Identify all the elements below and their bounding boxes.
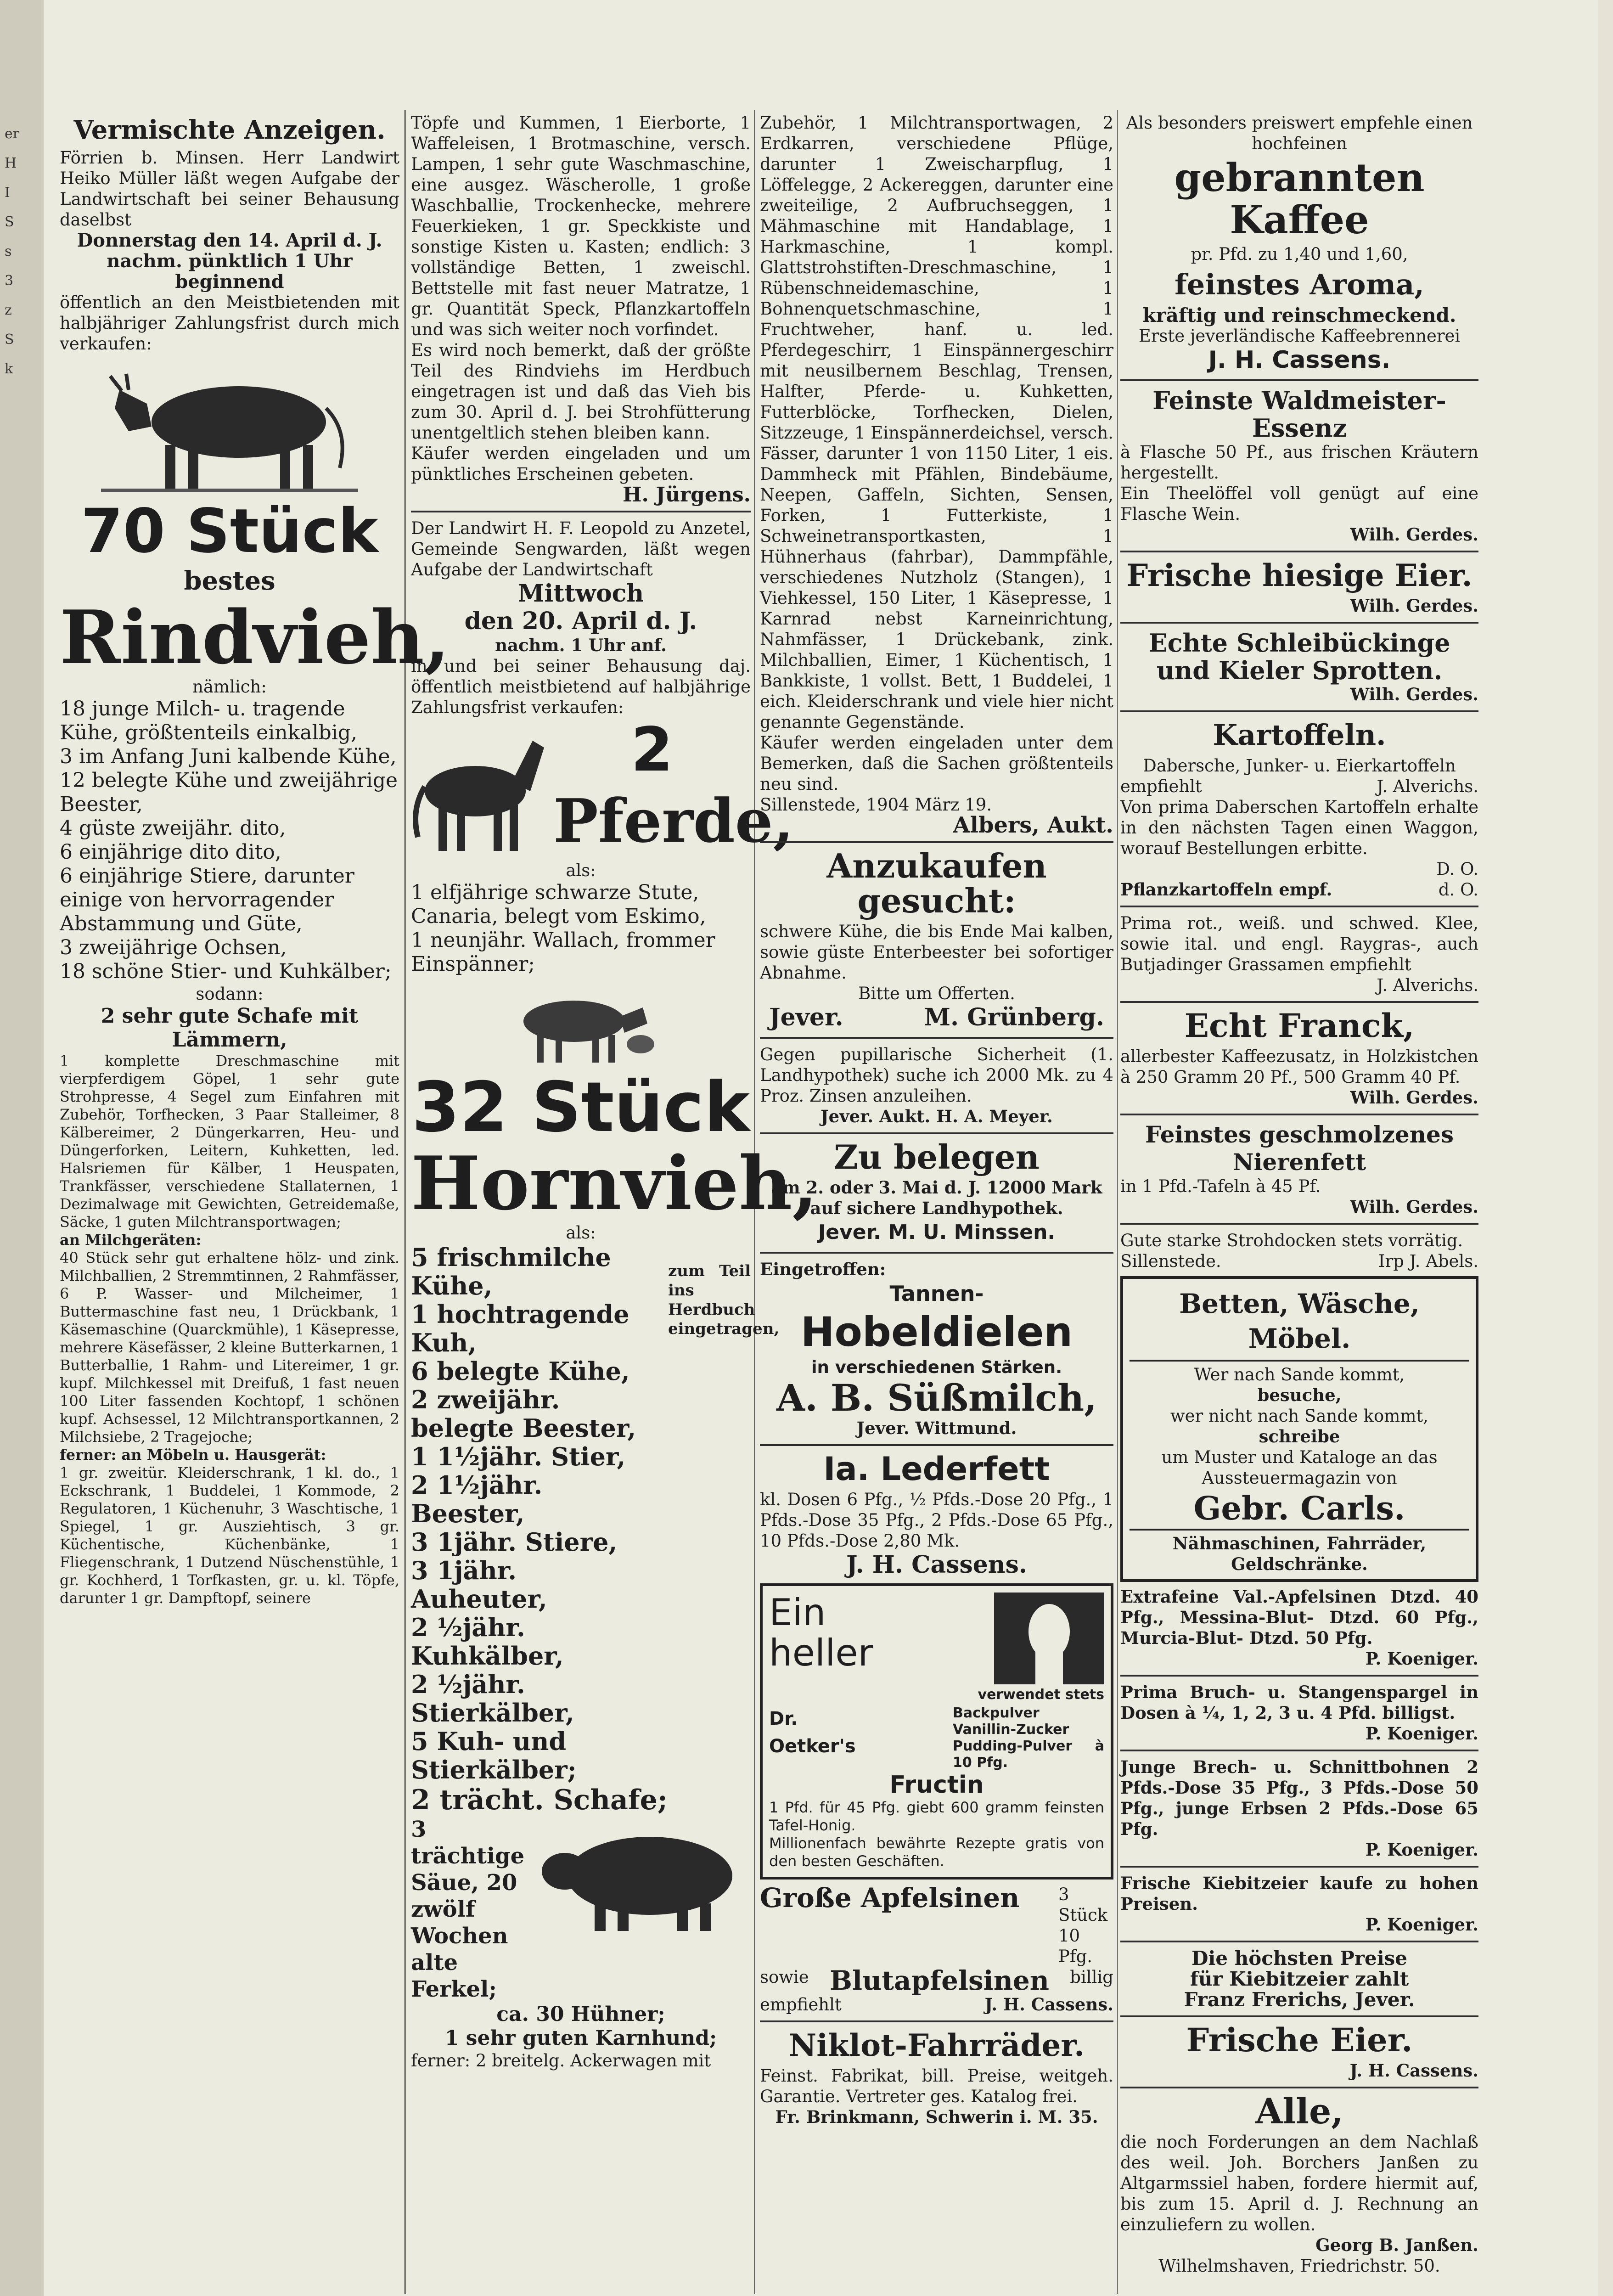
als-label: als: bbox=[566, 1223, 596, 1243]
nierenfett-text: in 1 Pfd.-Tafeln à 45 Pf. bbox=[1120, 1176, 1321, 1196]
auction-time: nachm. pünktlich 1 Uhr beginnend bbox=[107, 250, 353, 293]
divider bbox=[1120, 710, 1478, 712]
lederfett-prices: kl. Dosen 6 Pfg., ½ Pfds.-Dose 20 Pfg., 1 Pfds.-Dose 35 Pfg., 2 Pfds.-Dose 65 Pfg., 10 Pfds.-Dose 2,80 Mk. bbox=[760, 1490, 1113, 1551]
apf-sowie: sowie bbox=[760, 1967, 809, 1987]
carls-line: wer nicht nach Sande kommt, bbox=[1170, 1406, 1429, 1426]
schafe-line: 2 trächt. Schafe; bbox=[411, 1784, 668, 1816]
stroh-signature: Irp J. Abels. bbox=[1378, 1251, 1478, 1271]
divider bbox=[1120, 1001, 1478, 1003]
cattle-block bbox=[411, 1243, 780, 1784]
auction-terms: öffentlich an den Meistbietenden mit halbjähriger Zahlungsfrist durch mich verkaufen: bbox=[60, 293, 399, 354]
blutapfelsinen-title: Blutapfelsinen bbox=[829, 1965, 1049, 1996]
kartoffeln-sign-row bbox=[1120, 776, 1478, 797]
signature: Wilh. Gerdes. bbox=[1350, 684, 1478, 704]
apf-signature: J. H. Cassens. bbox=[984, 1994, 1113, 2015]
stroh-sign-row bbox=[1120, 1251, 1478, 1272]
divider bbox=[760, 1252, 1113, 1254]
moebel-label: ferner: an Möbeln u. Hausgerät: bbox=[60, 1446, 326, 1463]
auction-intro: Förrien b. Minsen. Herr Landwirt Heiko Müller läßt wegen Aufgabe der Landwirtschaft bei seiner Behausung daselbst bbox=[60, 148, 399, 230]
column-4 bbox=[1120, 113, 1478, 2294]
invite-text: Käufer werden eingeladen und um pünktliches Erscheinen gebeten. bbox=[411, 444, 751, 484]
spine-text: er H I S s 3 z S k bbox=[5, 126, 20, 377]
oetker-ad bbox=[760, 1583, 1113, 1880]
list-item: 3 zweijährige Ochsen, bbox=[60, 936, 287, 959]
divider bbox=[1120, 1941, 1478, 1942]
oetker-heller: heller bbox=[769, 1632, 873, 1674]
kartoffeln-title: Kartoffeln. bbox=[1213, 718, 1386, 752]
hoechst-line: Die höchsten Preise bbox=[1191, 1947, 1408, 1970]
ankauf-name: M. Grünberg. bbox=[924, 1003, 1104, 1031]
cattle-list bbox=[60, 697, 399, 984]
kartoffeln-text: Dabersche, Junker- u. Eierkartoffeln bbox=[1143, 756, 1456, 776]
alle-text: die noch Forderungen an dem Nachlaß des weil. Joh. Borchers Janßen zu Altgarmssiel haben, fordere hiermit auf, bis zum 15. April d. J. Rechnung an einzuliefern zu wollen. bbox=[1120, 2132, 1478, 2234]
divider bbox=[1120, 2015, 1478, 2017]
list-item: 1 neunjähr. Wallach, frommer Einspänner; bbox=[411, 929, 715, 976]
signature: Wilh. Gerdes. bbox=[1350, 524, 1478, 545]
kartoffeln-signature: J. Alverichs. bbox=[1377, 777, 1478, 796]
carls-footer: Nähmaschinen, Fahrräder, Geldschränke. bbox=[1130, 1529, 1469, 1575]
carls-line: schreibe bbox=[1259, 1426, 1340, 1446]
pflanz-text: Pflanzkartoffeln empf. bbox=[1120, 879, 1332, 900]
lederfett-signature: J. H. Cassens. bbox=[846, 1551, 1027, 1579]
hobeldielen-title: Hobeldielen bbox=[800, 1308, 1073, 1356]
signature: Wilh. Gerdes. bbox=[1350, 596, 1478, 616]
waldmeister-text: à Flasche 50 Pf., aus frischen Kräutern hergestellt. bbox=[1120, 442, 1478, 483]
hornvieh-count: 32 Stück bbox=[411, 1068, 750, 1148]
divider bbox=[760, 1132, 1113, 1134]
kaffee-title: gebrannten Kaffee bbox=[1174, 155, 1425, 242]
cattle-list bbox=[411, 1243, 650, 1784]
list-item: 1 elfjährige schwarze Stute, Canaria, belegt vom Eskimo, bbox=[411, 881, 706, 928]
pig-block bbox=[411, 1816, 751, 2003]
frische-eier-title: Frische Eier. bbox=[1186, 2021, 1413, 2059]
waldmeister-title: Feinste Waldmeister-Essenz bbox=[1152, 386, 1446, 443]
nierenfett-title: Feinstes geschmolzenes Nierenfett bbox=[1145, 1121, 1454, 1176]
signature: H. Jürgens. bbox=[622, 483, 751, 506]
milch-text: 40 Stück sehr gut erhaltene hölz- und zink. Milchballien, 2 Stremmtinnen, 2 Rahmfässer, 6 P. Wasser- und Milcheimer, 1 Buttermaschine fast neu, 1 Drückbank, 1 Käsemaschine (Quarckmühle), 1 Käsepresse, mehrere Käsefässer, 2 kleine Butterkarnen, 1 Butterballie, 1 Rahm- und Litereimer, 1 gr. kupf. Milchkessel mit Dreifuß, 1 fast neuen 100 Liter fassenden Kochtopf, 1 schönen kupf. Achsessel, 12 Milchtransportkannen, 2 Milchsiebe, 2 Tragejoche; bbox=[60, 1249, 399, 1446]
eier-title: Frische hiesige Eier. bbox=[1126, 557, 1472, 593]
list-item: 6 belegte Kühe, bbox=[411, 1356, 630, 1386]
ankauf-place: Jever. bbox=[769, 1003, 843, 1031]
hoechst-signature: Franz Frerichs, Jever. bbox=[1184, 1988, 1415, 2011]
loan-signature: Jever. Aukt. H. A. Meyer. bbox=[821, 1106, 1053, 1126]
carls-line: um Muster und Kataloge an das Aussteuermagazin von bbox=[1161, 1447, 1438, 1488]
kaffee-kraeftig: kräftig und reinschmeckend. bbox=[1142, 304, 1456, 326]
oetker-rezepte: Millionenfach bewährte Rezepte gratis von den besten Geschäften. bbox=[769, 1835, 1104, 1870]
list-item: 4 güste zweijähr. dito, bbox=[60, 816, 286, 840]
divider bbox=[1120, 379, 1478, 381]
machines-text: 1 komplette Dreschmaschine mit vierpferdigem Göpel, 1 sehr gute Strohpresse, 4 Segel zum Einfahren mit Zubehör, Torfhecken, 3 Paar Stalleimer, 8 Kälbereimer, 2 Düngerkarren, Heu- und Düngerforken, Leitern, Kuhketten, led. Halsriemen für Kälber, 1 Heuspaten, Trankfässer, verschiedene Stallaternen, 1 Dezimalwage mit Gewichten, Getreidemaße, Säcke, 1 guten Milchtransportwagen; bbox=[60, 1052, 399, 1231]
ankauf-offer: Bitte um Offerten. bbox=[858, 984, 1015, 1003]
auction-date: Donnerstag den 14. April d. J. bbox=[77, 230, 382, 251]
auction2-date: den 20. April d. J. bbox=[464, 607, 697, 635]
sodann-label: sodann: bbox=[196, 984, 264, 1004]
franck-text: allerbester Kaffeezusatz, in Holzkistchen à 250 Gramm 20 Pf., 500 Gramm 40 Pf. bbox=[1120, 1047, 1478, 1087]
oetker-price: 1 Pfd. für 45 Pfg. giebt 600 gramm feinsten Tafel-Honig. bbox=[769, 1799, 1104, 1834]
kartoffeln-signature2: D. O. bbox=[1436, 859, 1478, 879]
niklot-signature: Fr. Brinkmann, Schwerin i. M. 35. bbox=[775, 2107, 1098, 2127]
staerken-label: in verschiedenen Stärken. bbox=[811, 1357, 1062, 1377]
list-item: 5 frischmilche Kühe, bbox=[411, 1243, 611, 1300]
continued-text: Zubehör, 1 Milchtransportwagen, 2 Erdkarren, verschiedene Pflüge, darunter 1 Zweischarpflug, 1 Löffelegge, 2 Ackereggen, darunter eine zweiteilige, 2 Aufbruchseggen, 1 Mähmaschine mit Handablage, 1 Harkmaschine, 1 kompl. Glattstrohstiften-Dreschmaschine, 1 Rübenschneidemaschine, 1 Bohnenquetschmaschine, 1 Fruchtweher, hanf. u. led. Pferdegeschirr, 1 Einspännergeschirr mit neusilbernem Beschlag, Trensen, Halfter, Pferde- u. Kuhketten, Futterblöcke, Torfhecken, Dielen, Sitzzeuge, 1 Einspännerdeichsel, versch. Fässer, darunter 1 von 1150 Liter, 1 eis. Dammheck mit Pfählen, Bindebäume, Neepen, Gaffeln, Sichten, Sensen, Forken, 1 Futterkiste, 1 Schweinetransportkasten, 1 Hühnerhaus (fahrbar), Dammpfähle, verschiedenes Nutzholz (Stangen), 1 Viehkessel, 150 Liter, 1 Käsepresse, 1 Karnrad nebst Karneinrichtung, Nahmfässer, 1 Drückebank, zink. Milchballien, Eimer, 1 Küchentisch, 1 Bankkiste, 1 vollst. Bett, 1 Buddelei, 1 eich. Kleiderschrank und viele hier nicht genannte Gegenstände. bbox=[760, 113, 1113, 732]
divider bbox=[760, 2020, 1113, 2022]
list-item: 12 belegte Kühe und zweijährige Beester, bbox=[60, 769, 398, 816]
pferde-title-block bbox=[553, 715, 794, 860]
suessmilch-name: A. B. Süßmilch, bbox=[776, 1376, 1097, 1419]
divider bbox=[411, 511, 751, 512]
bohnen-text: Junge Brech- u. Schnittbohnen 2 Pfds.-Dose 35 Pfg., 3 Pfds.-Dose 50 Pfg., junge Erbsen 2 Pfds.-Dose 65 Pfg. bbox=[1120, 1757, 1478, 1839]
carls-title: Betten, Wäsche, Möbel. bbox=[1130, 1286, 1469, 1362]
pig-illustration bbox=[540, 1816, 751, 1936]
list-item: 2 1½jähr. Beester, bbox=[411, 1470, 543, 1528]
rindvieh-title: Rindvieh, bbox=[60, 594, 450, 681]
herdbuch-bracket: zum Teil ins Herdbuch eingetragen, bbox=[668, 1262, 780, 1338]
pferde-banner bbox=[411, 715, 794, 860]
section-heading: Vermischte Anzeigen. bbox=[73, 115, 386, 145]
divider bbox=[1120, 622, 1478, 624]
herdbuch-note: Es wird noch bemerkt, daß der größte Teil des Rindviehs im Herdbuch eingetragen ist und daß das Vieh bis zum 30. April d. J. bei Strohfütterung unentgeltlich stehen bleiben kann. bbox=[411, 340, 751, 443]
oetker-top bbox=[769, 1593, 1104, 1684]
invite-text: Käufer werden eingeladen unter dem Bemerken, daß die Sachen größtenteils neu sind. bbox=[760, 733, 1113, 794]
divider bbox=[1120, 1750, 1478, 1751]
list-item: 18 schöne Stier- und Kuhkälber; bbox=[60, 960, 392, 983]
cow-illustration bbox=[101, 358, 358, 495]
horse-illustration bbox=[411, 722, 549, 855]
divider bbox=[1120, 1675, 1478, 1677]
kaffee-intro: Als besonders preiswert empfehle einen hochfeinen bbox=[1126, 113, 1473, 153]
oetker-fructin: Fructin bbox=[889, 1771, 984, 1799]
oetker-ein: Ein bbox=[769, 1591, 826, 1634]
ankauf-signature bbox=[760, 1004, 1113, 1031]
apfelsinen-row bbox=[760, 1884, 1113, 1967]
pflanz-row bbox=[1120, 879, 1478, 900]
alle-signature: Georg B. Janßen. bbox=[1315, 2235, 1478, 2255]
oetker-dr: Dr. bbox=[769, 1708, 798, 1729]
divider bbox=[1120, 1114, 1478, 1115]
niklot-title: Niklot-Fahrräder. bbox=[788, 2027, 1085, 2063]
divider bbox=[760, 841, 1113, 843]
continued-text: Töpfe und Kummen, 1 Eierborte, 1 Waffeleisen, 1 Brotmaschine, versch. Lampen, 1 sehr gute Waschmaschine, eine ausgez. Wäscherolle, 1 große Waschballie, Trockenhecke, mehrere Feuerkieken, 1 gr. Speckkiste und sonstige Kisten u. Kasten; endlich: 3 vollständige Betten, 1 zweischl. Bettstelle mit fast neuer Matratze, 1 gr. Quantität Speck, Pflanzkartoffeln und was sich weiter noch vorfindet. bbox=[411, 113, 751, 339]
huehner-line: ca. 30 Hühner; bbox=[496, 2003, 665, 2026]
apf-empf: empfiehlt bbox=[760, 1995, 842, 2015]
carls-line: besuche, bbox=[1257, 1385, 1342, 1405]
belegen-heading: Zu belegen bbox=[834, 1137, 1040, 1176]
list-item: 6 einjährige dito dito, bbox=[60, 840, 281, 864]
lederfett-title: Ia. Lederfett bbox=[823, 1450, 1050, 1488]
naemlich-label: nämlich: bbox=[192, 677, 267, 697]
val-text: Extrafeine Val.-Apfelsinen Dtzd. 40 Pfg., Messina-Blut- Dtzd. 60 Pfg., Murcia-Blut- Dtzd. 50 Pfg. bbox=[1120, 1587, 1478, 1648]
moebel-text: 1 gr. zweitür. Kleiderschrank, 1 kl. do., 1 Eckschrank, 1 Buddelei, 1 Kommode, 2 Regulatoren, 1 Küchenuhr, 3 Waschtische, 1 Spiegel, 1 gr. Ausziehtisch, 3 gr. Küchentische, Küchenbänke, 1 Fliegenschrank, 1 Dutzend Nüschenstühle, 1 gr. Kochherd, 1 Torfkasten, gr. u. kl. Töpfe, darunter 1 gr. Dampftopf, seinere bbox=[60, 1464, 399, 1607]
suessmilch-places: Jever. Wittmund. bbox=[856, 1418, 1017, 1438]
niklot-text: Feinst. Fabrikat, bill. Preise, weitgeh. Garantie. Vertreter ges. Katalog frei. bbox=[760, 2066, 1113, 2106]
auction2-day: Mittwoch bbox=[517, 580, 644, 608]
pferde-count: 2 bbox=[631, 715, 673, 785]
klee-signature: J. Alverichs. bbox=[1377, 975, 1478, 995]
column-1 bbox=[60, 113, 450, 2294]
signature: P. Koeniger. bbox=[1365, 1840, 1478, 1860]
schafe-line: 2 sehr gute Schafe mit Lämmern, bbox=[101, 1004, 359, 1052]
divider bbox=[1120, 906, 1478, 907]
list-item: 5 Kuh- und Stierkälber; bbox=[411, 1727, 577, 1784]
apfelsinen-title: Große Apfelsinen bbox=[760, 1882, 1020, 1913]
milch-label: an Milchgeräten: bbox=[60, 1231, 202, 1249]
kiebitz-text: Frische Kiebitzeier kaufe zu hohen Preisen. bbox=[1120, 1873, 1478, 1914]
signature: Wilh. Gerdes. bbox=[1350, 1087, 1478, 1108]
pflanz-signature: d. O. bbox=[1438, 880, 1478, 900]
signature: Albers, Aukt. bbox=[953, 812, 1113, 838]
apf-billig: billig bbox=[1070, 1967, 1113, 1987]
list-item: 2 ½jähr. Stierkälber, bbox=[411, 1670, 574, 1728]
oetker-heading bbox=[769, 1593, 873, 1684]
belegen-text: am 2. oder 3. Mai d. J. 12000 Mark auf sichere Landhypothek. bbox=[771, 1177, 1102, 1218]
signature: P. Koeniger. bbox=[1365, 1649, 1478, 1669]
column-rule bbox=[1116, 110, 1118, 2294]
place-date: Sillenstede, 1904 März 19. bbox=[760, 795, 992, 815]
auction2-time: nachm. 1 Uhr anf. bbox=[495, 635, 667, 655]
signature: Wilh. Gerdes. bbox=[1350, 1197, 1478, 1217]
column-3 bbox=[760, 113, 1113, 2294]
divider bbox=[760, 1037, 1113, 1039]
portrait-silhouette bbox=[994, 1593, 1104, 1684]
cattle-count: 70 Stück bbox=[81, 496, 378, 567]
hornvieh-title: Hornvieh, bbox=[411, 1140, 818, 1227]
tannen-label: Tannen- bbox=[889, 1281, 984, 1306]
list-item: 18 junge Milch- u. tragende Kühe, größtenteils einkalbig, bbox=[60, 697, 357, 744]
hund-line: 1 sehr guten Karnhund; bbox=[444, 2026, 717, 2050]
ankauf-text: schwere Kühe, die bis Ende Mai kalben, sowie güste Enterbeester bei sofortiger Abnahme. bbox=[760, 922, 1113, 983]
apfelsinen-price: 3 Stück 10 Pfg. bbox=[1058, 1885, 1108, 1966]
oetker-verwendet: verwendet stets bbox=[978, 1687, 1104, 1703]
divider bbox=[1120, 2087, 1478, 2088]
divider bbox=[1120, 551, 1478, 552]
kaffee-signature: J. H. Cassens. bbox=[1208, 346, 1391, 374]
kartoffeln-text2: Von prima Daberschen Kartoffeln erhalte in den nächsten Tagen einen Waggon, worauf Bestellungen erbitte. bbox=[1120, 797, 1478, 858]
list-item: 3 im Anfang Juni kalbende Kühe, bbox=[60, 745, 397, 768]
signature: P. Koeniger. bbox=[1365, 1723, 1478, 1744]
eingetroffen-label: Eingetroffen: bbox=[760, 1259, 886, 1279]
binding-spine bbox=[0, 0, 48, 2296]
list-item: 3 1jähr. Auheuter, bbox=[411, 1556, 547, 1614]
stroh-place: Sillenstede. bbox=[1120, 1251, 1221, 1271]
column-rule bbox=[404, 110, 406, 2294]
auction2-intro: Der Landwirt H. F. Leopold zu Anzetel, Gemeinde Sengwarden, läßt wegen Aufgabe der Landwirtschaft bbox=[411, 518, 751, 580]
bestes-label: bestes bbox=[184, 566, 275, 596]
oetker-brand bbox=[769, 1705, 856, 1771]
oetker-name: Oetker's bbox=[769, 1736, 856, 1757]
divider bbox=[1120, 1866, 1478, 1868]
divider bbox=[1120, 1223, 1478, 1225]
klee-text: Prima rot., weiß. und schwed. Klee, sowie ital. und engl. Raygras-, auch Butjadinger Grassamen empfiehlt bbox=[1120, 913, 1478, 974]
signature: P. Koeniger. bbox=[1365, 1914, 1478, 1935]
signature: J. H. Cassens. bbox=[1349, 2060, 1478, 2081]
list-item: 2 zweijähr. belegte Beester, bbox=[411, 1385, 636, 1443]
franck-title: Echt Franck, bbox=[1184, 1007, 1415, 1045]
hoechst-line: für Kiebitzeier zahlt bbox=[1190, 1968, 1409, 1990]
spargel-text: Prima Bruch- u. Stangenspargel in Dosen à ¼, 1, 2, 3 u. 4 Pfd. billigst. bbox=[1120, 1682, 1478, 1723]
oetker-products: Backpulver Vanillin-Zucker Pudding-Pulver à 10 Pfg. bbox=[953, 1705, 1104, 1771]
kartoffeln-empf: empfiehlt bbox=[1120, 777, 1202, 796]
saeue-line: 3 trächtige Säue, 20 zwölf Wochen alte Ferkel; bbox=[411, 1817, 525, 2002]
schlei-title: Echte Schleibückinge und Kieler Sprotten. bbox=[1148, 628, 1450, 685]
list-item: 6 einjährige Stiere, darunter einige von hervorragender Abstammung und Güte, bbox=[60, 864, 354, 935]
ferner-line: ferner: 2 breitelg. Ackerwagen mit bbox=[411, 2051, 711, 2071]
apf-sign-row bbox=[760, 1994, 1113, 2015]
kaffee-price: pr. Pfd. zu 1,40 und 1,60, bbox=[1191, 244, 1408, 264]
stroh-text: Gute starke Strohdocken stets vorrätig. bbox=[1120, 1231, 1463, 1250]
cow-calf-illustration bbox=[505, 980, 657, 1067]
carls-ad bbox=[1120, 1276, 1478, 1582]
als-label: als: bbox=[566, 861, 596, 880]
kaffee-erste: Erste jeverländische Kaffeebrennerei bbox=[1138, 326, 1461, 346]
list-item: 1 1½jähr. Stier, bbox=[411, 1442, 626, 1471]
carls-line: Wer nach Sande kommt, bbox=[1194, 1365, 1405, 1384]
list-item: 1 hochtragende Kuh, bbox=[411, 1300, 629, 1357]
loan-text: Gegen pupillarische Sicherheit (1. Landhypothek) suche ich 2000 Mk. zu 4 Proz. Zinsen anzuleihen. bbox=[760, 1045, 1113, 1106]
belegen-signature: Jever. M. U. Minssen. bbox=[818, 1221, 1056, 1244]
kaffee-aroma: feinstes Aroma, bbox=[1175, 268, 1424, 301]
pferde-title: Pferde, bbox=[553, 786, 794, 856]
oetker-brand-row bbox=[769, 1705, 1104, 1771]
alle-title: Alle, bbox=[1255, 2091, 1343, 2132]
blut-row bbox=[760, 1967, 1113, 1994]
list-item: 2 ½jähr. Kuhkälber, bbox=[411, 1613, 564, 1671]
divider bbox=[760, 1444, 1113, 1446]
carls-name: Gebr. Carls. bbox=[1193, 1489, 1405, 1527]
auction2-terms: in und bei seiner Behausung daj. öffentlich meistbietend auf halbjährige Zahlungsfrist verkaufen: bbox=[411, 656, 751, 717]
waldmeister-text2: Ein Theelöffel voll genügt auf eine Flasche Wein. bbox=[1120, 484, 1478, 524]
alle-place: Wilhelmshaven, Friedrichstr. 50. bbox=[1158, 2256, 1440, 2276]
ankauf-heading: Anzukaufen gesucht: bbox=[826, 846, 1047, 920]
list-item: 3 1jähr. Stiere, bbox=[411, 1527, 618, 1557]
